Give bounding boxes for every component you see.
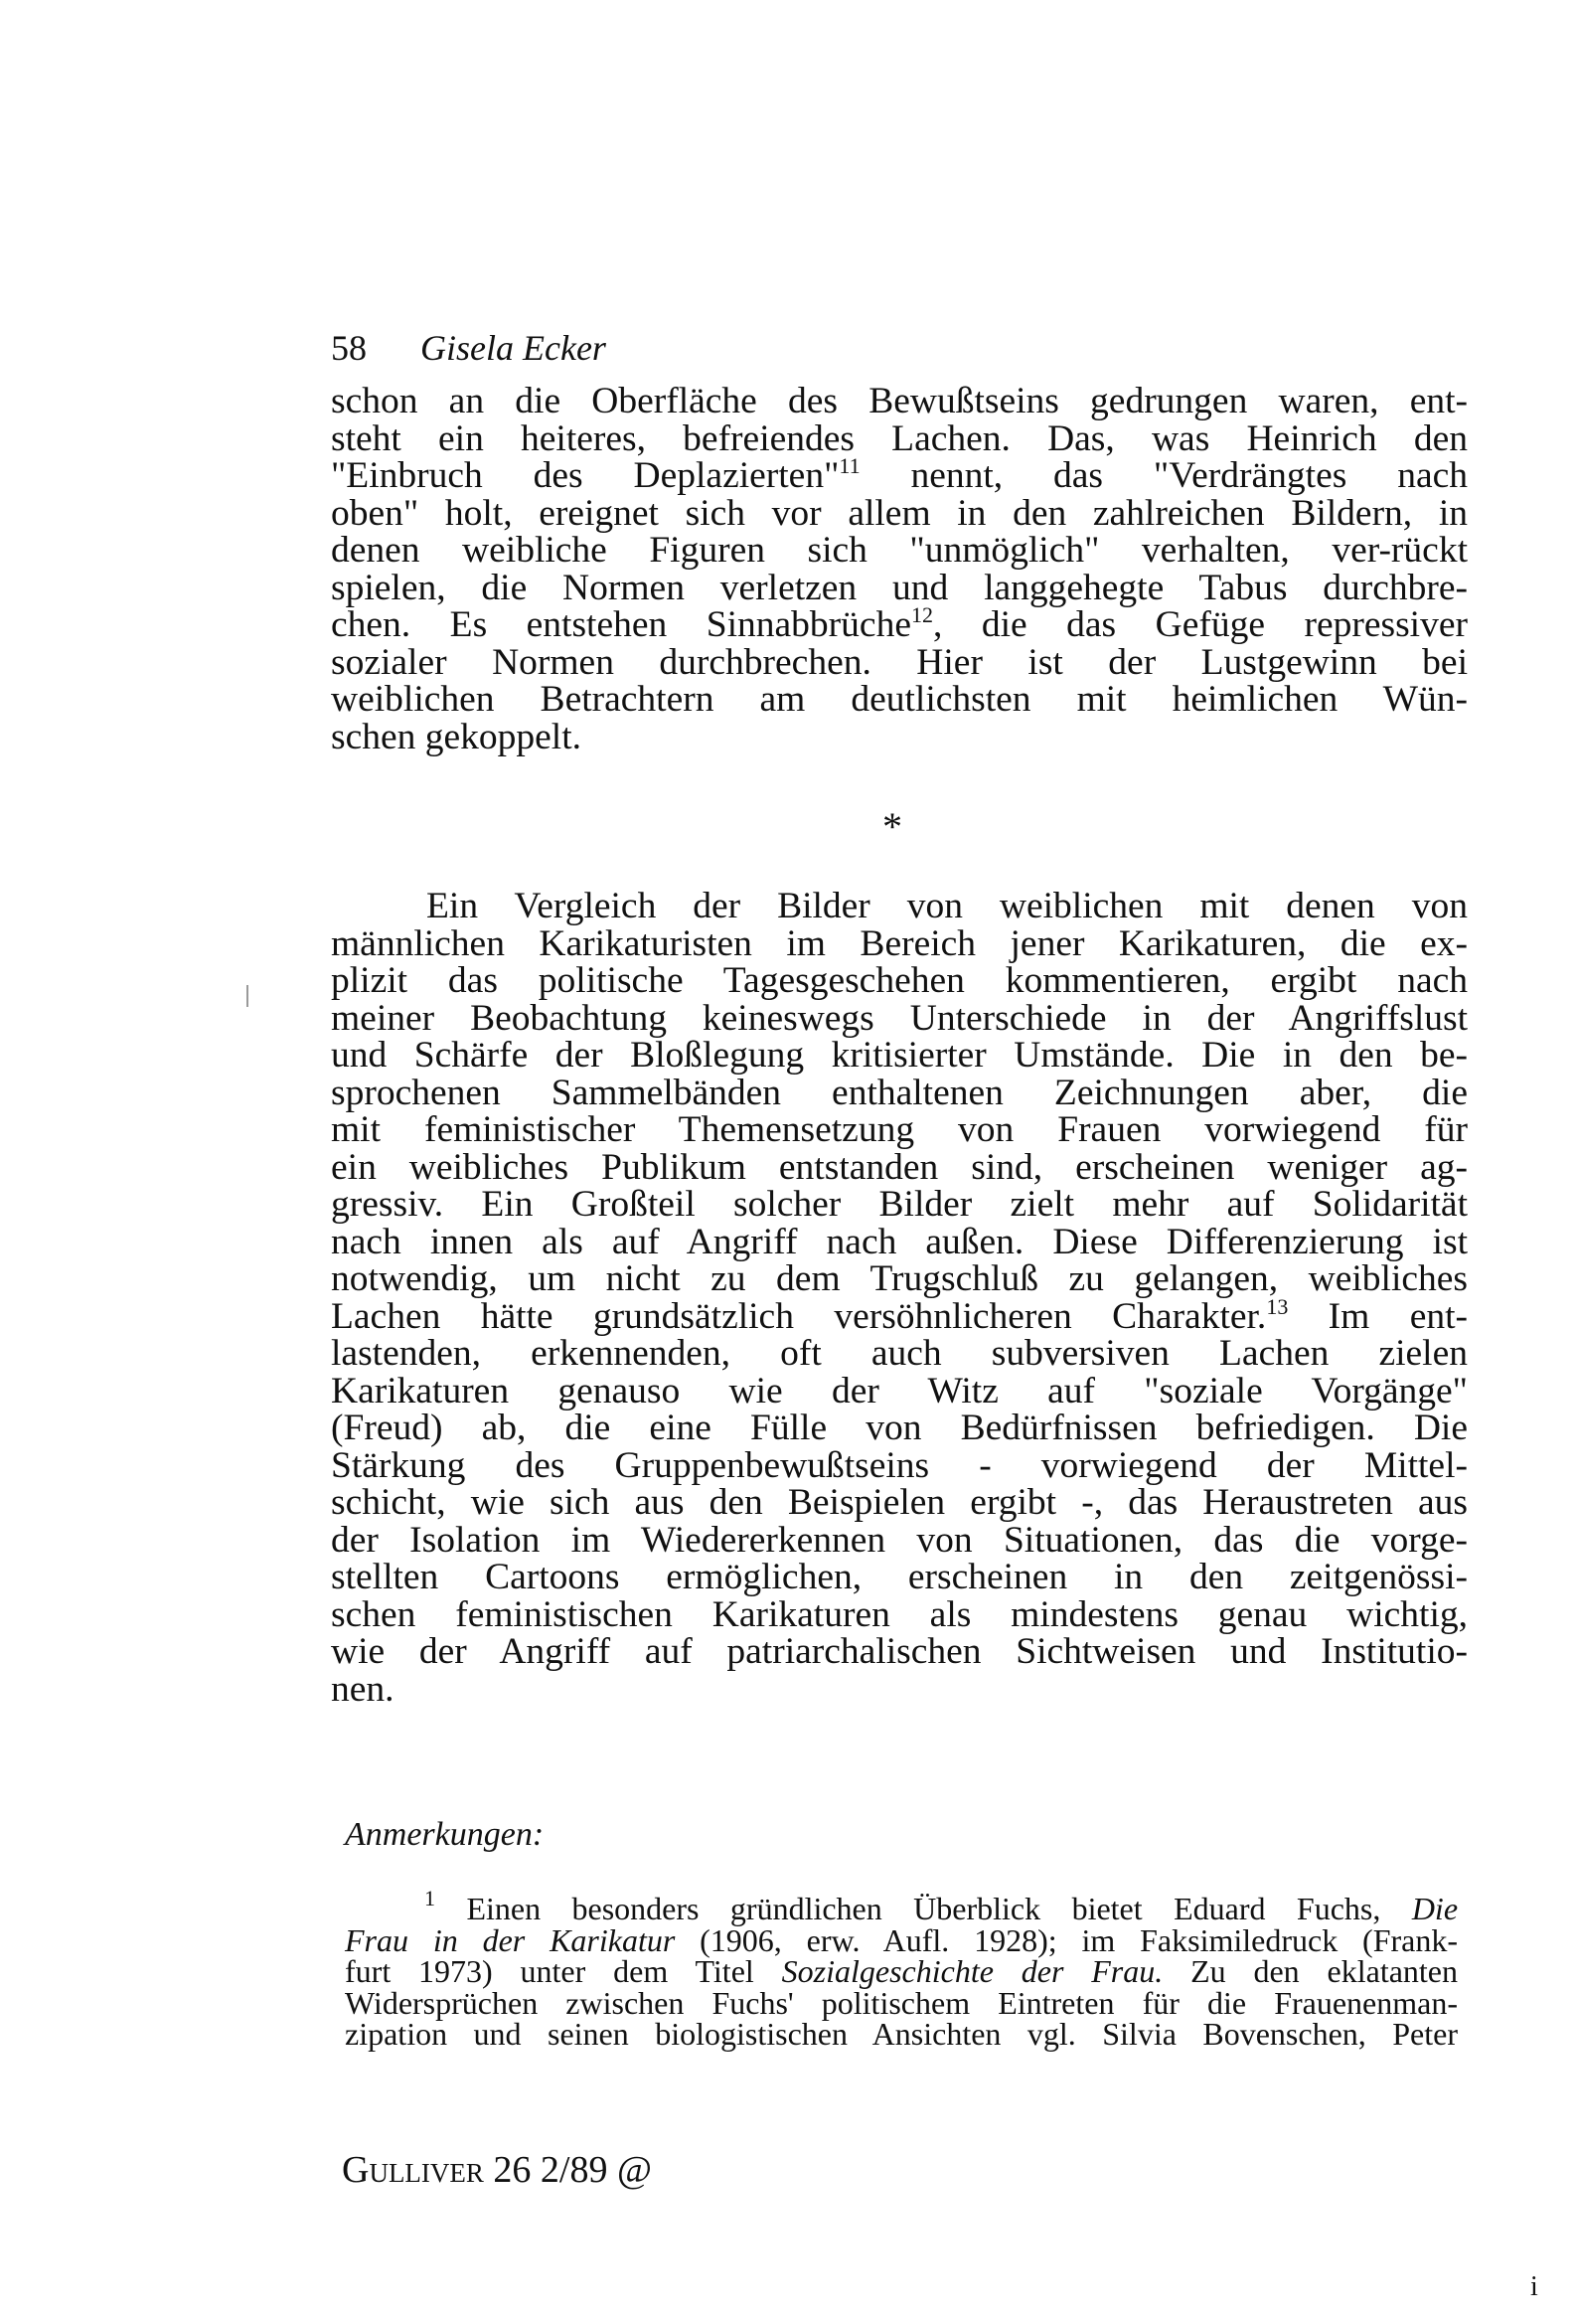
running-head bbox=[331, 328, 606, 368]
footnote-line bbox=[345, 1953, 1459, 1989]
text-line: nen. bbox=[331, 1668, 394, 1710]
corner-mark: i bbox=[1530, 2271, 1538, 2302]
text-line: der Isolation im Wiedererkennen von Situationen, das die vorge- bbox=[331, 1519, 1468, 1561]
page-number: 58 bbox=[331, 328, 367, 368]
text-run: chen. Es entstehen Sinnabbrüche bbox=[331, 604, 911, 645]
journal-name: Gulliver bbox=[342, 2149, 484, 2191]
text-line: meiner Beobachtung keineswegs Unterschiede in der Angriffslust bbox=[331, 997, 1468, 1039]
notes-heading: Anmerkungen: bbox=[345, 1816, 545, 1853]
text-line: und Schärfe der Bloßlegung kritisierter Umstände. Die in den be- bbox=[331, 1035, 1468, 1076]
text-line: Ein Vergleich der Bilder von weiblichen mit denen von bbox=[426, 886, 1468, 926]
text-run: (1906, erw. Aufl. 1928); im Faksimiledruck (Frank- bbox=[675, 1921, 1459, 1958]
text-run: Im ent- bbox=[1288, 1295, 1468, 1337]
footnote-1 bbox=[345, 1886, 1459, 2052]
text-line: sprochenen Sammelbänden enthaltenen Zeichnungen aber, die bbox=[331, 1072, 1468, 1113]
text-line: denen weibliche Figuren sich "unmöglich" verhalten, ver-rückt bbox=[331, 530, 1468, 571]
text-line: schon an die Oberfläche des Bewußtseins gedrungen waren, ent- bbox=[331, 381, 1468, 421]
text-line: Karikaturen genauso wie der Witz auf "soziale Vorgänge" bbox=[331, 1370, 1468, 1411]
text-line: männlichen Karikaturisten im Bereich jener Karikaturen, die ex- bbox=[331, 922, 1468, 964]
text-line: sozialer Normen durchbrechen. Hier ist der Lustgewinn bei bbox=[331, 641, 1468, 683]
text-line: ein weibliches Publikum entstanden sind, erscheinen weniger ag- bbox=[331, 1146, 1468, 1188]
text-run: furt 1973) unter dem Titel bbox=[345, 1953, 782, 1989]
text-line bbox=[331, 453, 1468, 496]
text-line: weiblichen Betrachtern am deutlichsten mit heimlichen Wün- bbox=[331, 679, 1468, 720]
journal-issue: 26 2/89 @ bbox=[493, 2149, 652, 2191]
text-run: "Einbruch des Deplazierten" bbox=[331, 455, 840, 496]
footnote-reference-12: 12 bbox=[910, 602, 933, 627]
text-run: Lachen hätte grundsätzlich versöhnlicheren Charakter. bbox=[331, 1295, 1267, 1337]
footnote-reference-11: 11 bbox=[839, 453, 861, 478]
text-line: wie der Angriff auf patriarchalischen Sichtweisen und Institutio- bbox=[331, 1631, 1468, 1672]
text-run: Zu den eklatanten bbox=[1163, 1953, 1459, 1989]
text-line: (Freud) ab, die eine Fülle von Bedürfnissen befriedigen. Die bbox=[331, 1408, 1468, 1448]
footnote-line: Widersprüchen zwischen Fuchs' politischem Eintreten für die Frauenenman- bbox=[345, 1984, 1458, 2021]
body-paragraph-continued bbox=[331, 383, 1468, 755]
text-line: schen feministischen Karikaturen als mindestens genau wichtig, bbox=[331, 1593, 1468, 1635]
text-line bbox=[331, 602, 1468, 645]
text-line: nach innen als auf Angriff nach außen. Diese Differenzierung ist bbox=[331, 1221, 1468, 1262]
text-line: schen gekoppelt. bbox=[331, 716, 582, 757]
footnote-line bbox=[345, 1921, 1459, 1958]
text-line: stellten Cartoons ermöglichen, erscheinen in den zeitgenössi- bbox=[331, 1557, 1468, 1597]
text-line: gressiv. Ein Großteil solcher Bilder zielt mehr auf Solidarität bbox=[331, 1184, 1468, 1225]
footnote-line bbox=[345, 1886, 1459, 1926]
text-line bbox=[331, 1293, 1468, 1337]
text-line: plizit das politische Tagesgeschehen kommentieren, ergibt nach bbox=[331, 960, 1468, 1001]
section-separator-asterisk: * bbox=[882, 804, 902, 849]
journal-footer bbox=[342, 2149, 652, 2191]
text-run: , die das Gefüge repressiver bbox=[932, 604, 1468, 645]
text-line: Stärkung des Gruppenbewußtseins - vorwiegend der Mittel- bbox=[331, 1444, 1468, 1486]
text-line: schicht, wie sich aus den Beispielen ergibt -, das Heraustreten aus bbox=[331, 1482, 1468, 1523]
text-line: notwendig, um nicht zu dem Trugschluß zu gelangen, weibliches bbox=[331, 1258, 1468, 1299]
text-line: mit feministischer Themensetzung von Frauen vorwiegend für bbox=[331, 1109, 1468, 1150]
text-line: spielen, die Normen verletzen und langgehegte Tabus durchbre- bbox=[331, 567, 1468, 608]
footnote-line: zipation und seinen biologistischen Ansichten vgl. Silvia Bovenschen, Peter bbox=[345, 2016, 1458, 2052]
running-head-author: Gisela Ecker bbox=[420, 328, 606, 368]
text-run-italic: Sozialgeschichte der Frau. bbox=[781, 1953, 1164, 1989]
body-paragraph bbox=[331, 888, 1468, 1708]
text-run-italic: Die bbox=[1411, 1891, 1459, 1926]
text-line: steht ein heiteres, befreiendes Lachen. Das, was Heinrich den bbox=[331, 417, 1468, 459]
text-line: lastenden, erkennenden, oft auch subversiven Lachen zielen bbox=[331, 1333, 1468, 1374]
text-run: nennt, das "Verdrängtes nach bbox=[860, 455, 1468, 496]
text-run: Einen besonders gründlichen Überblick bietet Eduard Fuchs, bbox=[466, 1891, 1412, 1926]
text-line: oben" holt, ereignet sich vor allem in den zahlreichen Bildern, in bbox=[331, 492, 1468, 534]
margin-mark bbox=[246, 985, 248, 1007]
footnote-number: 1 bbox=[424, 1886, 435, 1910]
text-run-italic: Frau in der Karikatur bbox=[345, 1921, 676, 1958]
footnote-reference-13: 13 bbox=[1266, 1293, 1289, 1319]
